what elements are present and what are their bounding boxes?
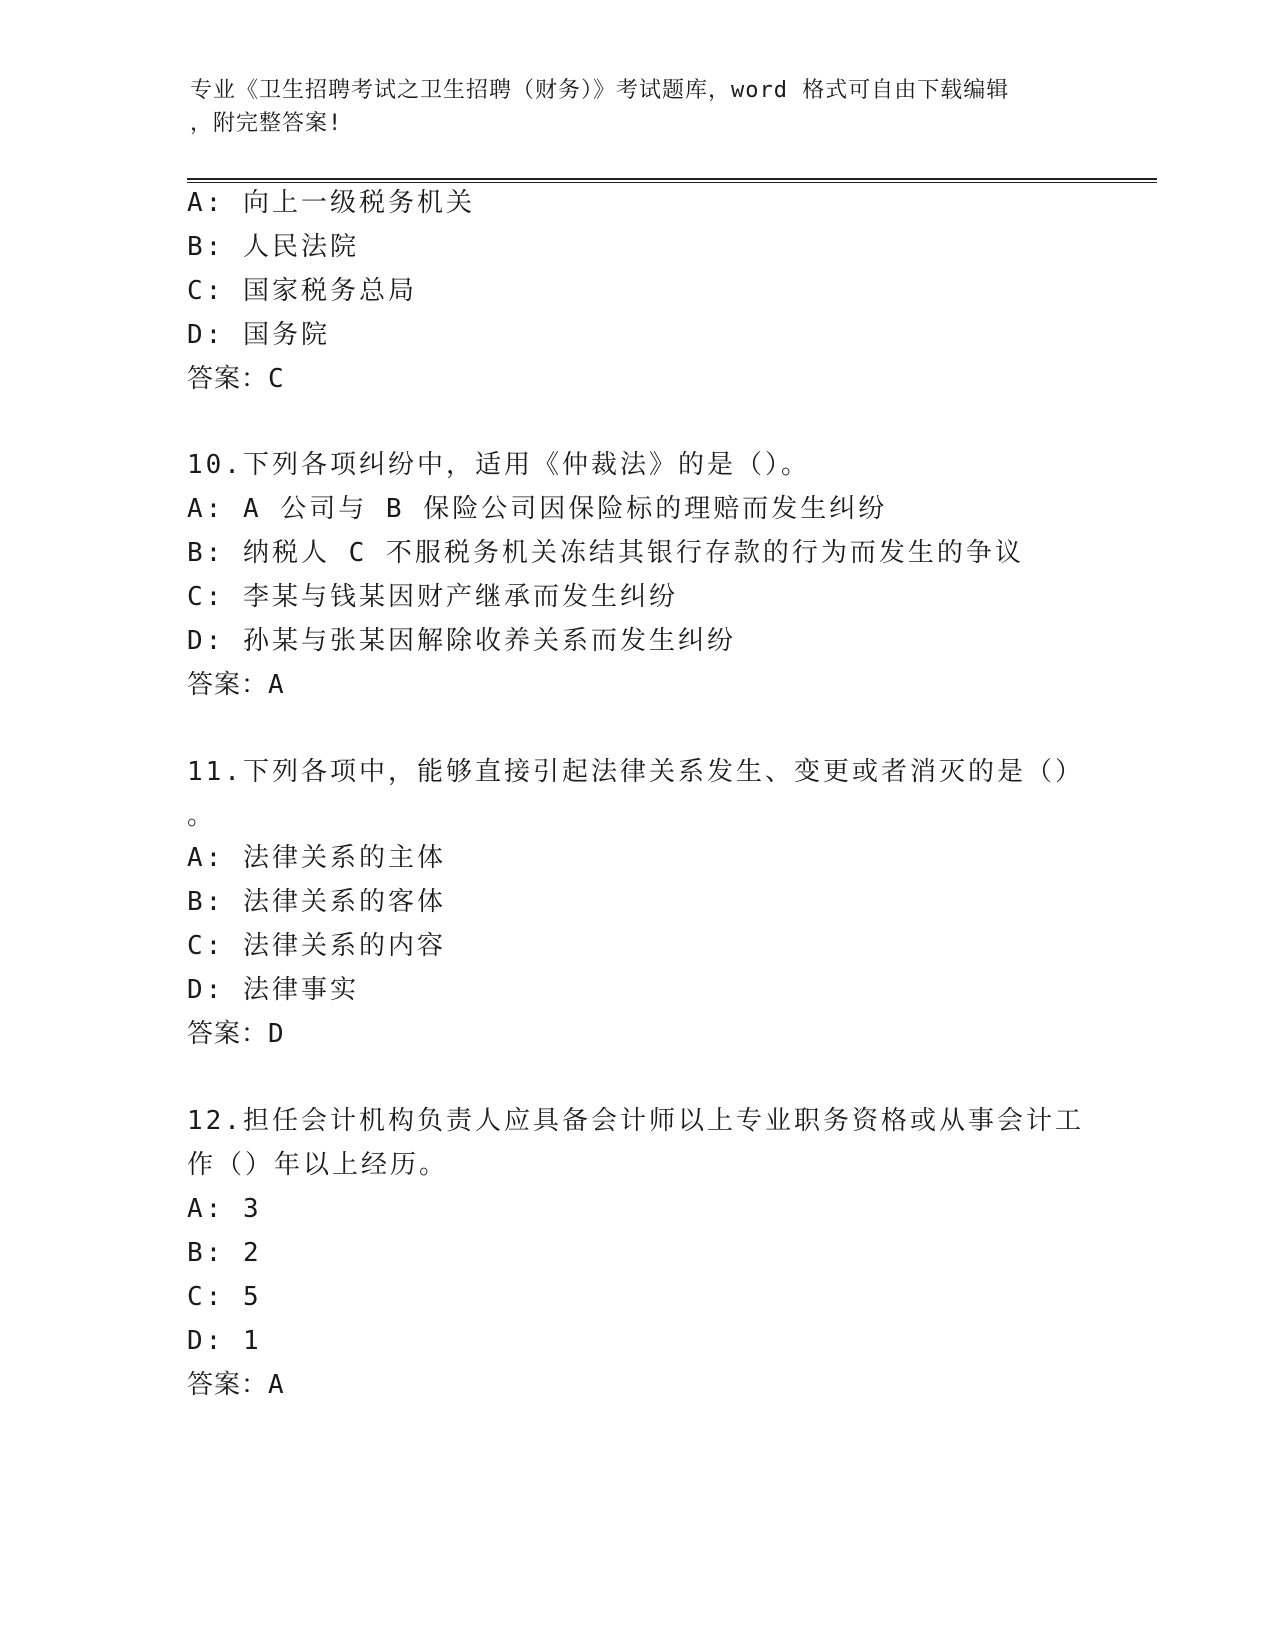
header-divider (187, 178, 1157, 183)
question-stem: 10.下列各项纠纷中，适用《仲裁法》的是（）。 (187, 450, 810, 480)
answer-value: A (268, 1370, 285, 1400)
question-stem-line-2: 作（）年以上经历。 (187, 1150, 449, 1180)
question-stem-line-2: 。 (187, 801, 217, 831)
option-c: C: 法律关系的内容 (187, 931, 446, 961)
option-d: D: 国务院 (187, 320, 330, 350)
answer-line (187, 668, 285, 702)
answer-label: 答案： (187, 364, 269, 394)
option-a: A: A 公司与 B 保险公司因保险标的理赔而发生纠纷 (187, 494, 888, 524)
option-d: D: 法律事实 (187, 975, 359, 1005)
option-c: C: 5 (187, 1282, 262, 1312)
option-b: B: 法律关系的客体 (187, 887, 446, 917)
answer-value: D (268, 1019, 285, 1049)
option-a: A: 法律关系的主体 (187, 843, 446, 873)
answer-label: 答案： (187, 1019, 269, 1049)
option-c: C: 李某与钱某因财产继承而发生纠纷 (187, 582, 678, 612)
option-c: C: 国家税务总局 (187, 276, 417, 306)
header-line-1: 专业《卫生招聘考试之卫生招聘（财务）》考试题库，word 格式可自由下载编辑 (190, 78, 1010, 103)
answer-label: 答案： (187, 1370, 269, 1400)
answer-line (187, 1017, 285, 1051)
document-header (190, 74, 1090, 140)
answer-line (187, 362, 285, 396)
option-d: D: 1 (187, 1326, 262, 1356)
question-stem-line-1: 11.下列各项中，能够直接引起法律关系发生、变更或者消灭的是（） (187, 757, 1084, 787)
option-b: B: 纳税人 C 不服税务机关冻结其银行存款的行为而发生的争议 (187, 538, 1024, 568)
option-a: A: 3 (187, 1194, 262, 1224)
option-d: D: 孙某与张某因解除收养关系而发生纠纷 (187, 626, 736, 656)
answer-value: C (268, 364, 285, 394)
option-b: B: 人民法院 (187, 232, 359, 262)
answer-label: 答案： (187, 670, 269, 700)
question-stem-line-1: 12.担任会计机构负责人应具备会计师以上专业职务资格或从事会计工 (187, 1106, 1084, 1136)
answer-line (187, 1368, 285, 1402)
option-a: A: 向上一级税务机关 (187, 188, 475, 218)
answer-value: A (268, 670, 285, 700)
header-line-2: ，附完整答案! (190, 111, 343, 136)
option-b: B: 2 (187, 1238, 262, 1268)
